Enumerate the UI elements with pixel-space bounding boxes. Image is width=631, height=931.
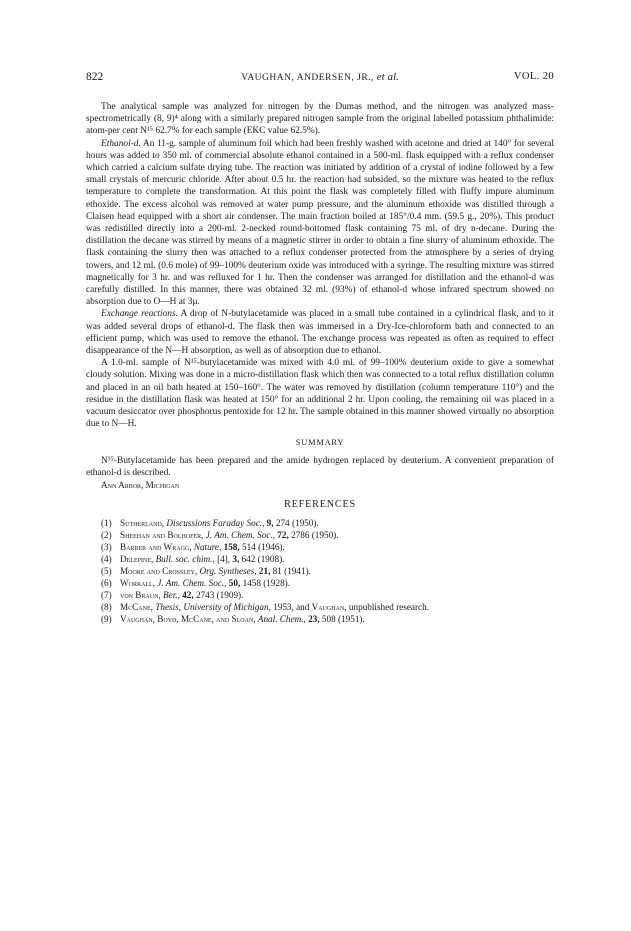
reference-item: (3) Barber and Wragg, Nature, 158, 514 (1946). [101,541,285,552]
references-heading: REFERENCES [284,499,356,511]
volume-label: VOL. 20 [513,71,554,82]
affiliation: Ann Arbor, Michigan [101,480,180,491]
body-text [86,101,554,625]
et-al: et al. [376,71,399,83]
paragraph-ethanol-d: Ethanol-d. An 11-g. sample of aluminum foil which had been freshly washed with acetone and dried at 140° for several hours was added to 350 ml. of commercial absolute ethanol contained in a 500-ml. flask equipped with a reflux condenser which carried a calcium sulfate drying tube. The reaction was initiated by addition of a crystal of iodine followed by a few small crystals of mercuric chloride. After about 0.5 hr. the reaction had subsided, so the mixture was heated to the reflux temperature to complete the transformation. At this point the flask was completely filled with fluffy impure aluminum ethoxide. The excess alcohol was removed at water pump pressure, and the aluminum ethoxide was distilled through a Claisen head equipped with a short air condenser. The main fraction boiled at 185°/0.4 mm. (59.5 g., 20%). This product was redistilled directly into a 200-ml. 2-necked round-bottomed flask containing 75 ml. of dry n-decane. During the distillation the decane was stirred by means of a magnetic stirrer in order to obtain a fine slurry of aluminum ethoxide. The flask containing the slurry then was attached to a reflux condenser protected from the atmosphere by a series of drying towers, and 12 ml. (0.6 mole) of 99–100% deuterium oxide was introduced with a syringe. The resulting mixture was stirred magnetically for 3 hr. and was refluxed for 1 hr. Then the condenser was arranged for distillation and the ethanol-d was carefully distilled. In this manner, there was obtained 32 ml. (93%) of ethanol-d whose infrared spectrum showed no absorption due to O—H at 3μ. [86,138,554,308]
reference-item: (8) McCane, Thesis, University of Michigan, 1953, and Vaughan, unpublished research. [101,602,430,613]
summary-heading: SUMMARY [295,438,345,448]
reference-item: (5) Moore and Crossley, Org. Syntheses, 21, 81 (1941). [101,565,311,576]
reference-item: (2) Sheehan and Bolhofer, J. Am. Chem. Soc., 72, 2786 (1950). [101,529,339,540]
page-number: 822 [86,71,104,83]
summary-text: N¹⁵-Butylacetamide has been prepared and the amide hydrogen replaced by deuterium. A convenient preparation of ethanol-d is described. [86,455,554,478]
running-authors: VAUGHAN, ANDERSEN, JR., et al. [241,71,399,83]
reference-item: (4) Delepine, Bull. soc. chim., [4], 3, 642 (1908). [101,553,285,564]
reference-item: (1) Sutherland, Discussions Faraday Soc., 9, 274 (1950). [101,517,319,528]
section-title-exchange: Exchange reactions. [101,309,178,320]
section-title-ethanol-d: Ethanol-d. [101,138,141,149]
reference-item: (6) Worrall, J. Am. Chem. Soc., 50, 1458 (1928). [101,577,291,588]
paragraph-deuteration: A 1.0-ml. sample of N¹⁵-butylacetamide was mixed with 4.0 ml. of 99–100% deuterium oxide to give a somewhat cloudy solution. Mixing was done in a micro-distillation flask which then was connected to a total reflux distillation column and placed in an oil bath heated at 150–160°. The water was removed by distillation (column temperature 110°) and the residue in the distillation flask was heated at 150° for an additional 2 hr. Upon cooling, the remaining oil was placed in a vacuum desiccator over phosphorus pentoxide for 12 hr. The sample obtained in this manner showed virtually no absorption due to N—H. [86,358,554,430]
paragraph-exchange-reactions: Exchange reactions. A drop of N-butylacetamide was placed in a small tube contained in a cylindrical flask, and to it was added several drops of ethanol-d. The flask then was immersed in a Dry-Ice-chloroform bath and connected to an efficient pump, which was used to remove the ethanol. The exchange process was repeated as often as required to effect disappearance of the N—H absorption, as well as of absorption due to ethanol. [86,309,554,357]
reference-item: (9) Vaughan, Boyd, McCane, and Sloan, Anal. Chem., 23, 508 (1951). [101,614,365,625]
paragraph-analysis: The analytical sample was analyzed for nitrogen by the Dumas method, and the nitrogen was analyzed mass-spectrometrically (8, 9)⁴ along with a similarly prepared nitrogen sample from the original labelled potassium phthalimide: atom-per cent N¹⁵ 62.7% for each sample (EKC value 62.5%). [86,102,554,137]
reference-item: (7) von Braun, Ber., 42, 2743 (1909). [101,590,244,601]
